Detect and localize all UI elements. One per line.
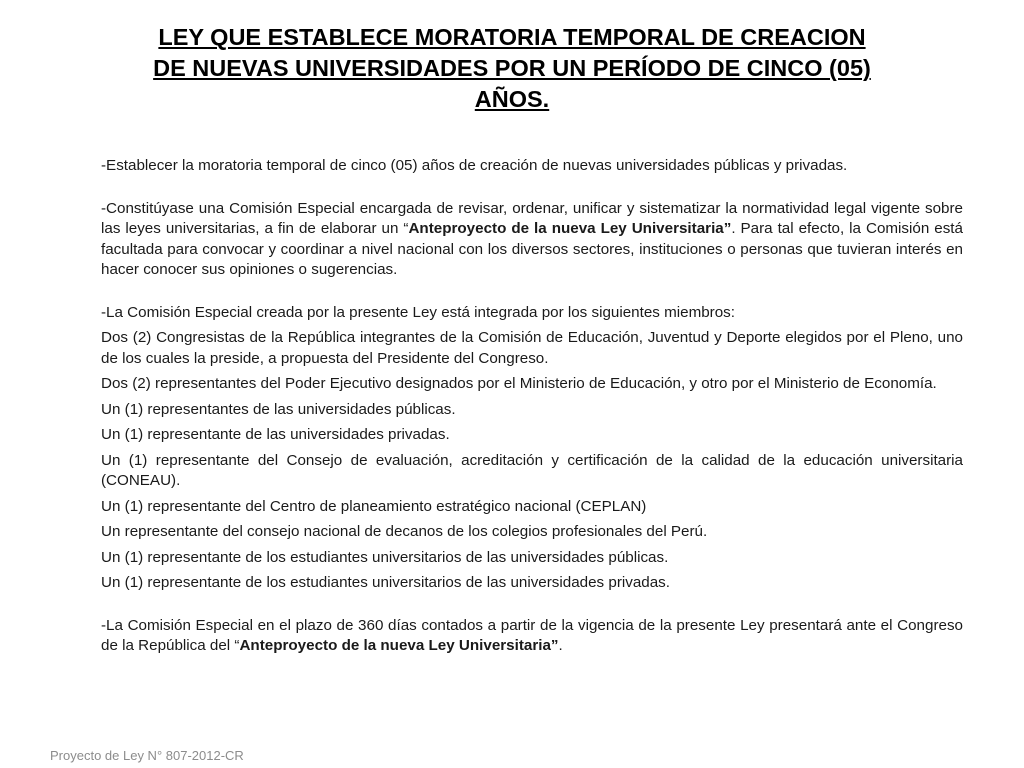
paragraph-comision (101, 199, 963, 281)
paragraph-members-intro: -La Comisión Especial creada por la presente Ley está integrada por los siguientes miembros: (101, 303, 735, 321)
member-item: Un (1) representante de los estudiantes universitarios de las universidades públicas. (101, 548, 669, 566)
paragraph-comision-bold: Anteproyecto de la nueva Ley Universitaria” (408, 220, 732, 237)
footer-reference: Proyecto de Ley N° 807-2012-CR (50, 748, 244, 763)
member-item: Un (1) representante de los estudiantes universitarios de las universidades privadas. (101, 574, 670, 591)
member-item: Un (1) representantes de las universidades públicas. (101, 400, 456, 418)
member-item: Un (1) representante del Consejo de evaluación, acreditación y certificación de la calidad de la educación universitaria (CONEAU). (101, 451, 963, 489)
page-title (40, 22, 984, 115)
paragraph-plazo-text-a: -La Comisión Especial en el plazo de 360 días contados a partir de la vigencia de la presente Ley presentará ante el Congreso de la República del “ (101, 616, 963, 654)
title-line-3: AÑOS. (474, 86, 550, 112)
paragraph-plazo-text-b: . (558, 637, 563, 654)
document-body (101, 156, 963, 657)
paragraph-moratoria: -Establecer la moratoria temporal de cinco (05) años de creación de nuevas universidades públicas y privadas. (101, 157, 848, 174)
paragraph-comision-text-b: . Para tal efecto, la Comisión está facultada para convocar y coordinar a nivel nacional con los diversos sectores, instituciones o personas que tuvieran interés en hacer conocer sus opiniones o sugerencias. (101, 220, 963, 278)
title-line-2: DE NUEVAS UNIVERSIDADES POR UN PERÍODO DE CINCO (05) (153, 55, 871, 81)
title-line-1: LEY QUE ESTABLECE MORATORIA TEMPORAL DE CREACION (158, 24, 866, 50)
member-item: Dos (2) Congresistas de la República integrantes de la Comisión de Educación, Juventud y Deporte elegidos por el Pleno, uno de los cuales la preside, a propuesta del Presidente del Congreso. (101, 329, 963, 367)
member-item: Un (1) representante de las universidades privadas. (101, 426, 450, 443)
paragraph-plazo-bold: Anteproyecto de la nueva Ley Universitaria” (239, 637, 559, 654)
paragraph-plazo (101, 616, 963, 657)
member-item: Un (1) representante del Centro de planeamiento estratégico nacional (CEPLAN) (101, 497, 647, 515)
member-item: Un representante del consejo nacional de decanos de los colegios profesionales del Perú. (101, 523, 708, 540)
member-item: Dos (2) representantes del Poder Ejecutivo designados por el Ministerio de Educación, y otro por el Ministerio de Economía. (101, 375, 937, 392)
paragraph-comision-text-a: -Constitúyase una Comisión Especial encargada de revisar, ordenar, unificar y sistematizar la normatividad legal vigente sobre las leyes universitarias, a fin de elaborar un “ (101, 199, 963, 237)
